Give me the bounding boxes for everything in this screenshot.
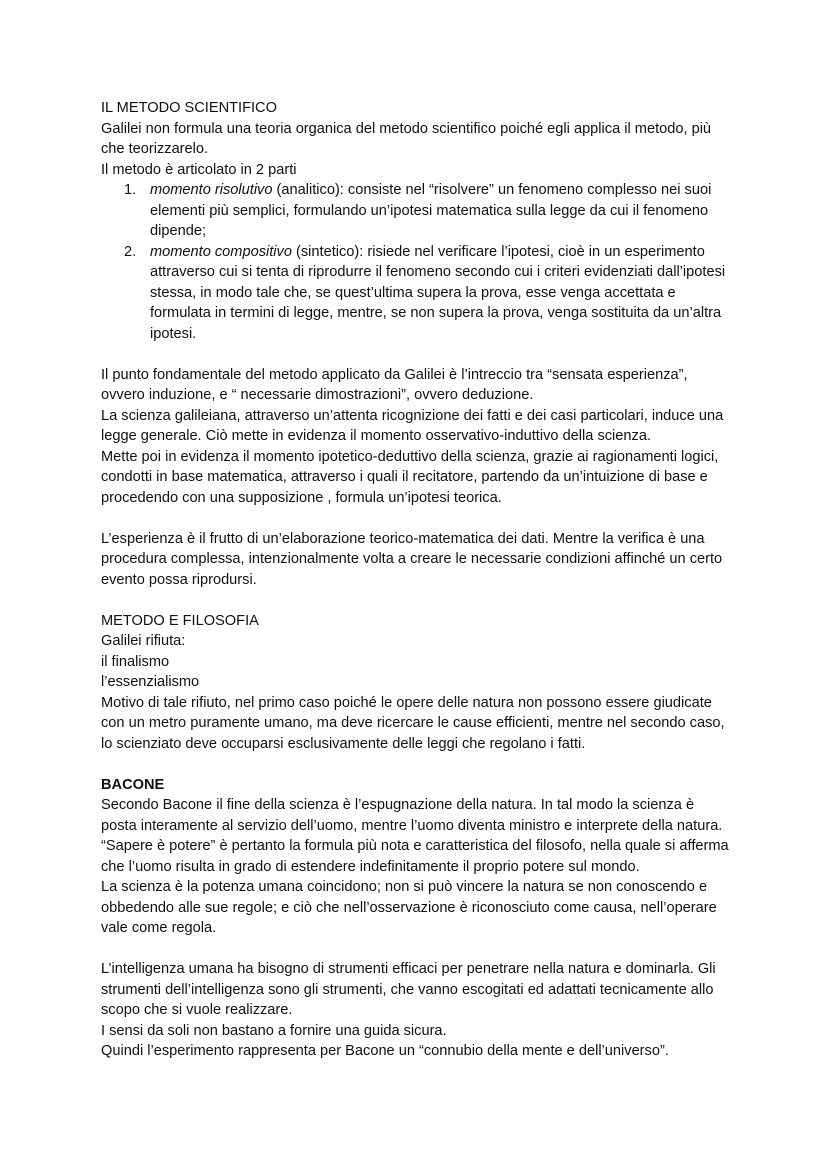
spacer xyxy=(101,939,730,960)
paragraph: Mette poi in evidenza il momento ipotetico-deduttivo della scienza, grazie ai ragionamenti logici, condotti in base matematica, attraverso i quali il recitatore, partendo da un’intuizione di base e procedendo con una supposizione , formula un’ipotesi teorica. xyxy=(101,448,719,506)
paragraph: Il punto fondamentale del metodo applicato da Galilei è l’intreccio tra “sensata esperienza”, ovvero induzione, e “ necessarie dimostrazioni”, ovvero deduzione. xyxy=(101,366,688,403)
intro-paragraph: Galilei non formula una teoria organica del metodo scientifico poiché egli applica il metodo, più che teorizzarelo. xyxy=(101,120,712,157)
list-item xyxy=(101,180,730,242)
spacer xyxy=(101,508,730,529)
paragraph: La scienza è la potenza umana coincidono; non si può vincere la natura se non conoscendo e obbedendo alle sue regole; e ciò che nell’osservazione è riconosciuto come causa, nell’operare vale come regola. xyxy=(101,879,717,936)
paragraph: “Sapere è potere” è pertanto la formula più nota e caratteristica del filosofo, nella quale si afferma che l’uomo risulta in grado di estendere indefinitamente il proprio potere sul mondo. xyxy=(101,838,729,875)
text-line: Galilei rifiuta: xyxy=(101,633,186,649)
paragraph: L’esperienza è il frutto di un’elaborazione teorico-matematica dei dati. Mentre la verifica è una procedura complessa, intenzionalmente volta a creare le necessarie condizioni affinché un certo evento possa riprodursi. xyxy=(101,530,723,588)
text-line: l’essenzialismo xyxy=(101,674,200,690)
list-text: (sintetico): risiede nel verificare l’ipotesi, cioè in un esperimento attraverso cui si tenta di riprodurre il fenomeno secondo cui i criteri evidenziati dall’ipotesi stessa, in modo tale che, se quest’ultima supera la prova, esse venga accettata e formulata in termini di legge, mentre, se non supera la prova, venga sostituita da un’altra ipotesi. xyxy=(150,243,726,342)
list-item xyxy=(101,242,730,345)
section-heading-metodo-e-filosofia: METODO E FILOSOFIA xyxy=(101,612,259,629)
list-term: momento compositivo xyxy=(150,243,292,260)
spacer xyxy=(101,590,730,611)
paragraph: La scienza galileiana, attraverso un’attenta ricognizione dei fatti e dei casi particolari, induce una legge generale. Ciò mette in evidenza il momento osservativo-induttivo della scienza. xyxy=(101,407,724,444)
section-heading-metodo-scientifico: IL METODO SCIENTIFICO xyxy=(101,100,277,116)
list-text: (analitico): consiste nel “risolvere” un fenomeno complesso nei suoi elementi più semplici, formulando un’ipotesi matematica sulla legge da cui il fenomeno dipende; xyxy=(150,182,712,239)
spacer xyxy=(101,344,730,365)
parts-intro: Il metodo è articolato in 2 parti xyxy=(101,161,297,178)
paragraph: Motivo di tale rifiuto, nel primo caso poiché le opere delle natura non possono essere giudicate con un metro puramente umano, ma deve ricercare le cause efficienti, mentre nel secondo caso, lo scienziato deve occuparsi esclusivamente delle leggi che regolano i fatti. xyxy=(101,694,725,752)
paragraph: I sensi da soli non bastano a fornire una guida sicura. xyxy=(101,1022,447,1039)
paragraph: L’intelligenza umana ha bisogno di strumenti efficaci per penetrare nella natura e dominarla. Gli strumenti dell’intelligenza sono gli strumenti, che vanno escogitati ed adattati tecnicamente allo scopo che si vuole realizzare. xyxy=(101,961,716,1018)
list-number: 2. xyxy=(124,243,137,260)
spacer xyxy=(101,754,730,775)
method-parts-list xyxy=(101,180,730,344)
paragraph: Quindi l’esperimento rappresenta per Bacone un “connubio della mente e dell’universo”. xyxy=(101,1043,669,1059)
list-term: momento risolutivo xyxy=(150,182,273,198)
list-number: 1. xyxy=(124,182,137,198)
paragraph: Secondo Bacone il fine della scienza è l’espugnazione della natura. In tal modo la scienza è posta interamente al servizio dell’uomo, mentre l’uomo diventa ministro e interprete della natura. xyxy=(101,797,723,834)
section-heading-bacone: BACONE xyxy=(101,776,165,793)
text-line: il finalismo xyxy=(101,653,170,670)
